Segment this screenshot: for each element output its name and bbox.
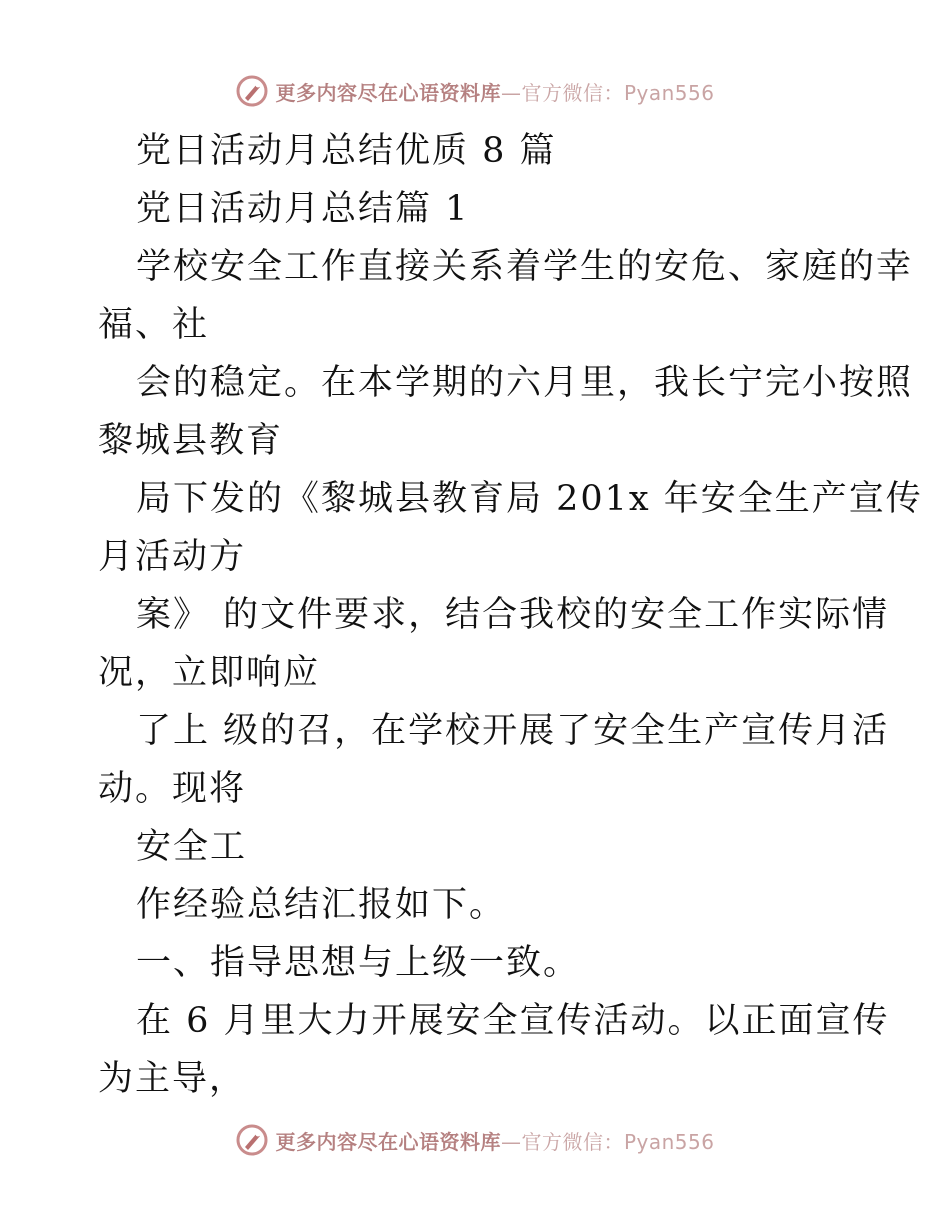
watermark-dash: — bbox=[500, 80, 522, 105]
paragraph-line: 了上 级的召，在学校开展了安全生产宣传月活 bbox=[136, 711, 890, 751]
watermark-suffix: 官方微信：Pyan556 bbox=[521, 80, 715, 105]
document-body bbox=[98, 122, 923, 1108]
watermark-text bbox=[275, 1126, 714, 1155]
document-subtitle: 党日活动月总结篇 1 bbox=[136, 189, 470, 229]
paragraph-line: 案》 的文件要求，结合我校的安全工作实际情 bbox=[136, 595, 890, 635]
footer-watermark bbox=[0, 1120, 950, 1160]
fountain-pen-circle-logo-icon bbox=[235, 1123, 269, 1157]
paragraph-lines bbox=[98, 238, 923, 1108]
paragraph-line: 一、指导思想与上级一致。 bbox=[136, 943, 581, 983]
watermark-brand: 更多内容尽在心语资料库 bbox=[275, 80, 501, 105]
paragraph-line: 黎城县教育 bbox=[98, 421, 284, 461]
paragraph-line: 学校安全工作直接关系着学生的安危、家庭的幸 bbox=[136, 247, 914, 287]
paragraph-line: 动。现将 bbox=[98, 769, 247, 809]
paragraph-line: 福、社 bbox=[98, 305, 210, 345]
watermark-brand: 更多内容尽在心语资料库 bbox=[275, 1129, 501, 1154]
document-title: 党日活动月总结优质 8 篇 bbox=[136, 131, 557, 171]
paragraph-line: 月活动方 bbox=[98, 537, 247, 577]
paragraph-line: 局下发的《黎城县教育局 201x 年安全生产宣传 bbox=[136, 479, 923, 519]
paragraph-line: 为主导， bbox=[98, 1059, 247, 1099]
paragraph-line: 安全工 bbox=[136, 827, 248, 867]
paragraph-line: 况，立即响应 bbox=[98, 653, 321, 693]
paragraph-line: 在 6 月里大力开展安全宣传活动。以正面宣传 bbox=[136, 1001, 890, 1041]
watermark-suffix: 官方微信：Pyan556 bbox=[521, 1129, 715, 1154]
fountain-pen-circle-logo-icon bbox=[235, 74, 269, 108]
paragraph-line: 会的稳定。在本学期的六月里，我长宁完小按照 bbox=[136, 363, 914, 403]
watermark-dash: — bbox=[500, 1129, 522, 1154]
watermark-text bbox=[275, 77, 714, 106]
paragraph-line: 作经验总结汇报如下。 bbox=[136, 885, 507, 925]
header-watermark bbox=[0, 71, 950, 111]
